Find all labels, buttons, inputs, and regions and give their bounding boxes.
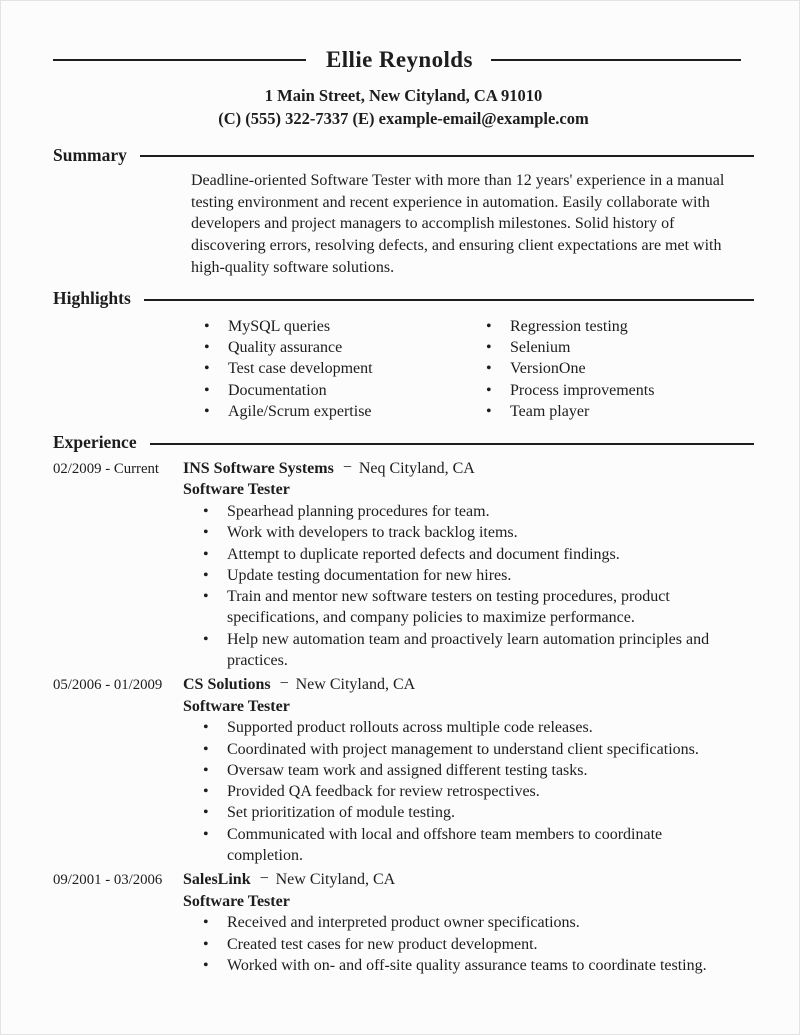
candidate-name: Ellie Reynolds (326, 47, 473, 72)
job-bullet-list (183, 501, 754, 671)
summary-heading-row (53, 144, 754, 168)
job-title: Software Tester (183, 892, 290, 910)
job-dates: 05/2006 - 01/2009 (53, 677, 163, 694)
highlights-column-1 (184, 316, 466, 422)
company-line (183, 869, 754, 891)
summary-heading-rule (140, 155, 754, 157)
highlights-column-2 (466, 316, 678, 422)
experience-section (53, 431, 754, 976)
company-location: Neq Cityland, CA (358, 459, 475, 477)
job-bullet: • Oversaw team work and assigned different testing tasks. (183, 760, 754, 781)
highlights-columns (184, 316, 754, 422)
company-line (183, 458, 754, 480)
highlight-item: • VersionOne (466, 358, 678, 379)
job-bullet: • Set prioritization of module testing. (183, 802, 754, 823)
job-bullet-list (183, 912, 754, 976)
job-bullet: • Provided QA feedback for review retrospectives. (183, 781, 754, 802)
experience-heading-row (53, 431, 754, 455)
company-name: SalesLink (183, 871, 251, 889)
summary-heading: Summary (53, 144, 127, 165)
company-line (183, 674, 754, 696)
job-dates: 09/2001 - 03/2006 (53, 872, 163, 889)
highlight-item: • Selenium (466, 337, 678, 358)
job-body (183, 674, 754, 866)
highlight-item: • Process improvements (466, 380, 678, 401)
job-bullet: • Supported product rollouts across multiple code releases. (183, 717, 754, 738)
company-location: New Cityland, CA (295, 676, 416, 694)
highlight-item: • Documentation (184, 380, 466, 401)
resume-header (53, 44, 754, 131)
name-row (53, 44, 754, 75)
highlights-section (53, 287, 754, 422)
company-location: New Cityland, CA (275, 871, 396, 889)
job-bullet: • Created test cases for new product development. (183, 934, 754, 955)
highlights-heading-rule (144, 299, 754, 301)
highlight-item: • Quality assurance (184, 337, 466, 358)
job-title: Software Tester (183, 697, 290, 715)
job-entry (53, 869, 754, 976)
highlight-item: • Regression testing (466, 316, 678, 337)
job-bullet: • Work with developers to track backlog items. (183, 522, 754, 543)
job-title: Software Tester (183, 481, 290, 499)
job-dates: 02/2009 - Current (53, 460, 160, 477)
job-body (183, 458, 754, 671)
job-bullet: • Update testing documentation for new hires. (183, 565, 754, 586)
job-bullet: • Attempt to duplicate reported defects and document findings. (183, 544, 754, 565)
experience-heading-rule (150, 443, 754, 445)
job-bullet: • Communicated with local and offshore team members to coordinate completion. (183, 824, 754, 867)
experience-heading: Experience (53, 432, 137, 453)
company-location-dash: − (279, 675, 289, 693)
job-bullet: • Help new automation team and proactively learn automation principles and practices. (183, 629, 754, 672)
summary-section (53, 144, 754, 279)
highlights-heading-row (53, 287, 754, 311)
summary-text: Deadline-oriented Software Tester with more than 12 years' experience in a manual testing environment and recent experience in automation. Easily collaborate with developers and project managers to accomplish milestones. Solid history of discovering errors, resolving defects, and ensuring client expectations are met with high-quality software solutions. (191, 172, 725, 276)
job-bullet: • Worked with on- and off-site quality assurance teams to coordinate testing. (183, 955, 754, 976)
highlights-heading: Highlights (53, 288, 131, 309)
job-bullet-list (183, 717, 754, 866)
job-body (183, 869, 754, 976)
job-bullet: • Train and mentor new software testers on testing procedures, product specifications, and company policies to maximize performance. (183, 586, 754, 629)
job-bullet: • Spearhead planning procedures for team. (183, 501, 754, 522)
highlight-item: • Team player (466, 401, 678, 422)
job-entry (53, 458, 754, 671)
job-bullet: • Coordinated with project management to understand client specifications. (183, 739, 754, 760)
highlight-item: • Test case development (184, 358, 466, 379)
highlight-item: • Agile/Scrum expertise (184, 401, 466, 422)
company-location-dash: − (342, 458, 352, 476)
header-rule-left (53, 59, 306, 61)
company-name: CS Solutions (183, 676, 271, 694)
address-line: 1 Main Street, New Cityland, CA 91010 (264, 86, 543, 106)
job-bullet: • Received and interpreted product owner specifications. (183, 912, 754, 933)
contact-line: (C) (555) 322-7337 (E) example-email@example.com (218, 109, 589, 129)
company-name: INS Software Systems (183, 459, 334, 477)
highlight-item: • MySQL queries (184, 316, 466, 337)
job-entry (53, 674, 754, 866)
company-location-dash: − (259, 870, 269, 888)
header-rule-right (491, 59, 741, 61)
